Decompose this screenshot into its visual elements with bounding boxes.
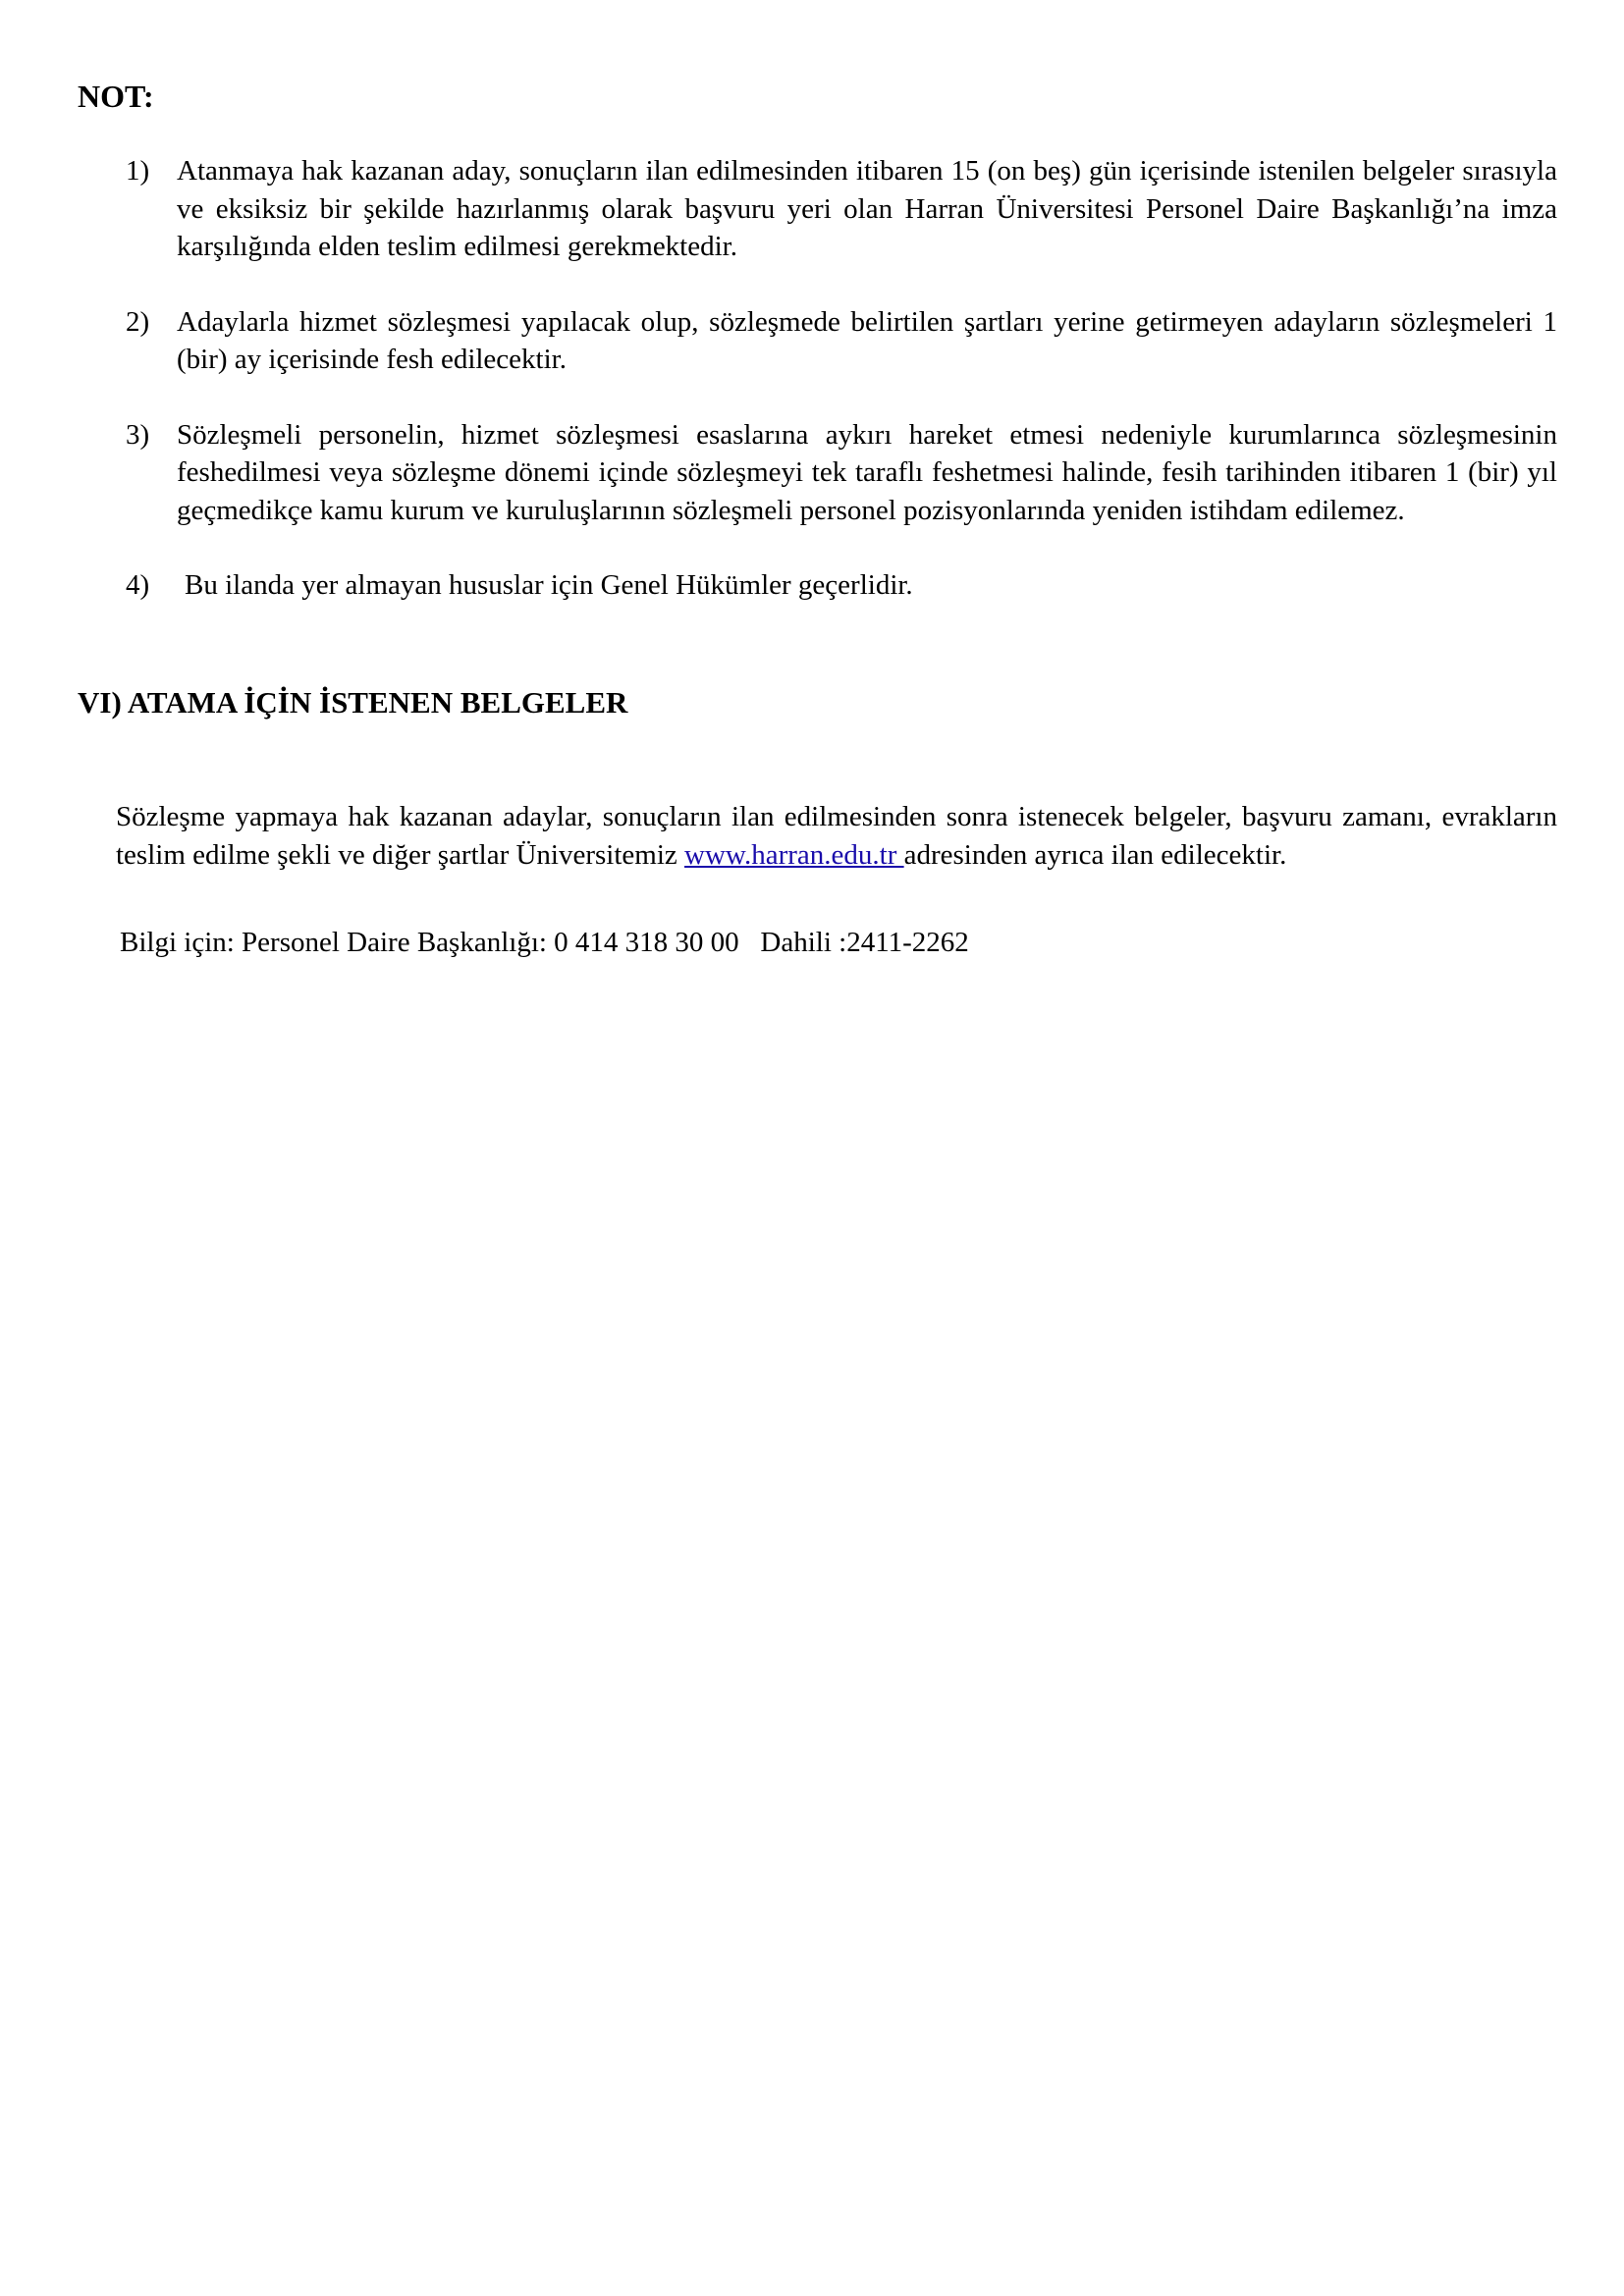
note-heading: NOT: [78,79,154,114]
note-list [126,152,1557,642]
note-item-text: Adaylarla hizmet sözleşmesi yapılacak olup, sözleşmede belirtilen şartları yerine getirmeyen adayların sözleşmeleri 1 (bir) ay içerisinde fesh edilecektir. [177,305,1557,375]
university-website-link[interactable]: www.harran.edu.tr [684,838,904,871]
note-item-number: 3) [126,418,150,451]
section-heading: VI) ATAMA İÇİN İSTENEN BELGELER [78,685,628,720]
note-item-text: Atanmaya hak kazanan aday, sonuçların ilan edilmesinden itibaren 15 (on beş) gün içerisinde istenilen belgeler sırasıyla ve eksiksiz bir şekilde hazırlanmış olarak başvuru yeri olan Harran Üniversitesi Personel Daire Başkanlığı’na imza karşılığında elden teslim edilmesi gerekmektedir. [177,155,1557,262]
note-item-text: Sözleşmeli personelin, hizmet sözleşmesi esaslarına aykırı hareket etmesi nedeniyle kurumlarınca sözleşmesinin feshedilmesi veya sözleşme dönemi içinde sözleşmeyi tek taraflı feshetmesi halinde, fesih tarihinden itibaren 1 (bir) yıl geçmedikçe kamu kurum ve kuruluşlarının sözleşmeli personel pozisyonlarında yeniden istihdam edilemez. [177,418,1557,526]
note-item-1 [126,152,1557,266]
note-item-number: 4) [126,569,150,601]
note-item-text: Bu ilanda yer almayan hususlar için Genel Hükümler geçerlidir. [185,569,913,601]
paragraph-text-before-link: Sözleşme yapmaya hak kazanan adaylar, sonuçların ilan edilmesinden sonra istenecek belgeler, başvuru zamanı, evrakların teslim edilme şekli ve diğer şartlar Üniversitemiz [116,801,1557,871]
paragraph-text-after-link: adresinden ayrıca ilan edilecektir. [903,838,1287,871]
section-paragraph [116,798,1557,874]
note-item-3 [126,416,1557,530]
note-item-number: 2) [126,305,150,338]
contact-info: Bilgi için: Personel Daire Başkanlığı: 0 414 318 30 00 Dahili :2411-2262 [120,927,969,958]
note-item-2 [126,303,1557,379]
note-item-number: 1) [126,155,150,187]
note-item-4 [126,566,1557,605]
